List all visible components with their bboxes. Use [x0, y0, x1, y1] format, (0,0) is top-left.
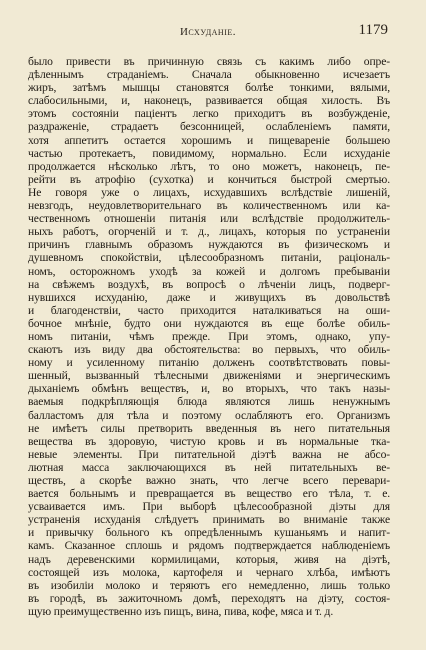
text-line: шенный, вызванный тѣлесными движеніями и энергическимъ: [28, 369, 390, 383]
text-line: ществъ, а скорѣе важно знать, что легче всего перевари-: [28, 474, 390, 487]
text-line: этомъ состояніи паціентъ легко приходитъ въ возбужденіе,: [28, 107, 390, 121]
text-line: камъ. Сказанное сплошь и рядомъ подтверждается наблюденіемъ: [28, 539, 390, 553]
text-line: слабосильными, и, наконецъ, развивается общая хилость. Въ: [28, 94, 390, 108]
text-line: усваивается имъ. При выборѣ цѣлесообразной діэты для: [28, 500, 390, 514]
text-line: раздраженіе, страдаетъ безсонницей, ослабленіемъ памяти,: [28, 120, 390, 134]
text-line: ному и усиленному питанію долженъ соотвѣтствовать повы-: [28, 356, 390, 370]
text-line: бочное мнѣніе, будто они нуждаются въ еще болѣе обиль-: [28, 316, 390, 330]
text-line: щую преимущественно изъ пищъ, вина, пива, кофе, мяса и т. д.: [28, 604, 334, 618]
text-line: номъ питаніи, чѣмъ прежде. При этомъ, однако, упу-: [28, 329, 390, 343]
text-line: въ изобиліи молоко и теряютъ его немедленно, лишь только: [28, 578, 390, 592]
text-line: состоящей изъ молока, картофеля и чернаго хлѣба, имѣютъ: [28, 565, 390, 579]
text-line: устраненія исхуданія слѣдуетъ принимать во вниманіе также: [28, 513, 390, 527]
text-line: душевномъ спокойствіи, цѣлесообразномъ питаніи, раціональ-: [28, 251, 390, 265]
text-line: причинъ главнымъ образомъ нуждаются въ физическомъ и: [28, 238, 390, 252]
text-line: невзгодъ, неудовлетворительнаго въ количественномъ или ка-: [28, 199, 390, 213]
text-line: лютная масса заключающихся въ ней питательныхъ ве-: [28, 460, 390, 474]
text-line: дыханіемъ обмѣнъ веществъ, и, во вторыхъ, что такъ назы-: [28, 382, 390, 396]
text-line: вещества въ здоровую, чистую кровь и въ нормальные тка-: [28, 434, 390, 448]
text-line: нувшихся исхуданію, даже и живущихъ въ довольствѣ: [28, 290, 390, 304]
text-line: балластомъ для тѣла и поэтому ослабляютъ его. Организмъ: [28, 408, 390, 422]
text-line: чественномъ отношеніи питанія или вслѣдствіе продолжитель-: [28, 212, 390, 226]
text-line: номъ, осторожномъ уходѣ за кожей и долгомъ пребываніи: [28, 264, 390, 278]
text-line: ныхъ работъ, огорченій и т. д., лицахъ, которыя по устраненіи: [28, 225, 390, 239]
text-line: и благоденствіи, часто приходится наталкиваться на оши-: [28, 303, 390, 317]
text-line: дѣленнымъ страданіемъ. Сначала обыкновенно исчезаетъ: [28, 68, 390, 82]
page-number: 1179: [358, 22, 388, 38]
body-text: [28, 55, 390, 618]
text-line: на свѣжемъ воздухѣ, въ вопросѣ о лѣченіи лицъ, подверг-: [28, 277, 390, 291]
text-line: не имѣетъ силы претворить введенныя въ него питательныя: [28, 421, 390, 435]
text-line: вается больнымъ и превращается въ вещество его тѣла, т. е.: [28, 487, 390, 501]
text-line: надъ деревенскими кормилицами, которыя, живя на діэтѣ,: [28, 552, 390, 566]
running-title: Исхуданіе.: [179, 26, 237, 38]
text-line: частью протекаетъ, повидимому, нормально. Если исхуданіе: [28, 146, 390, 160]
text-line: хотя аппетитъ остается хорошимъ и пищевареніе большею: [28, 133, 390, 147]
text-line: жиръ, затѣмъ мышцы становятся болѣе тонкими, вялыми,: [28, 81, 390, 95]
text-line: продолжается нѣсколько лѣтъ, то оно можетъ, наконецъ, пе-: [28, 159, 390, 173]
text-line: въ городѣ, въ зажиточномъ домѣ, переходятъ на діэту, состоя-: [28, 591, 390, 605]
text-line: рейти въ атрофію (сухотка) и кончиться быстрой смертью.: [28, 172, 390, 186]
text-line: ваемыя подкрѣпляющія блюда являются лишь ненужнымъ: [28, 395, 390, 409]
text-line: и привычку больного къ опредѣленнымъ кушаньямъ и напит-: [28, 526, 390, 540]
text-line: невые элементы. При питательной діэтѣ важна не абсо-: [28, 447, 390, 461]
page-header: [28, 22, 388, 44]
text-line: было привести въ причинную связь съ какимъ либо опре-: [28, 55, 390, 68]
text-line: Не говоря уже о лицахъ, исхудавшихъ вслѣдствіе лишеній,: [28, 185, 390, 199]
text-line: скаютъ изъ виду два обстоятельства: во первыхъ, что обиль-: [28, 343, 390, 357]
